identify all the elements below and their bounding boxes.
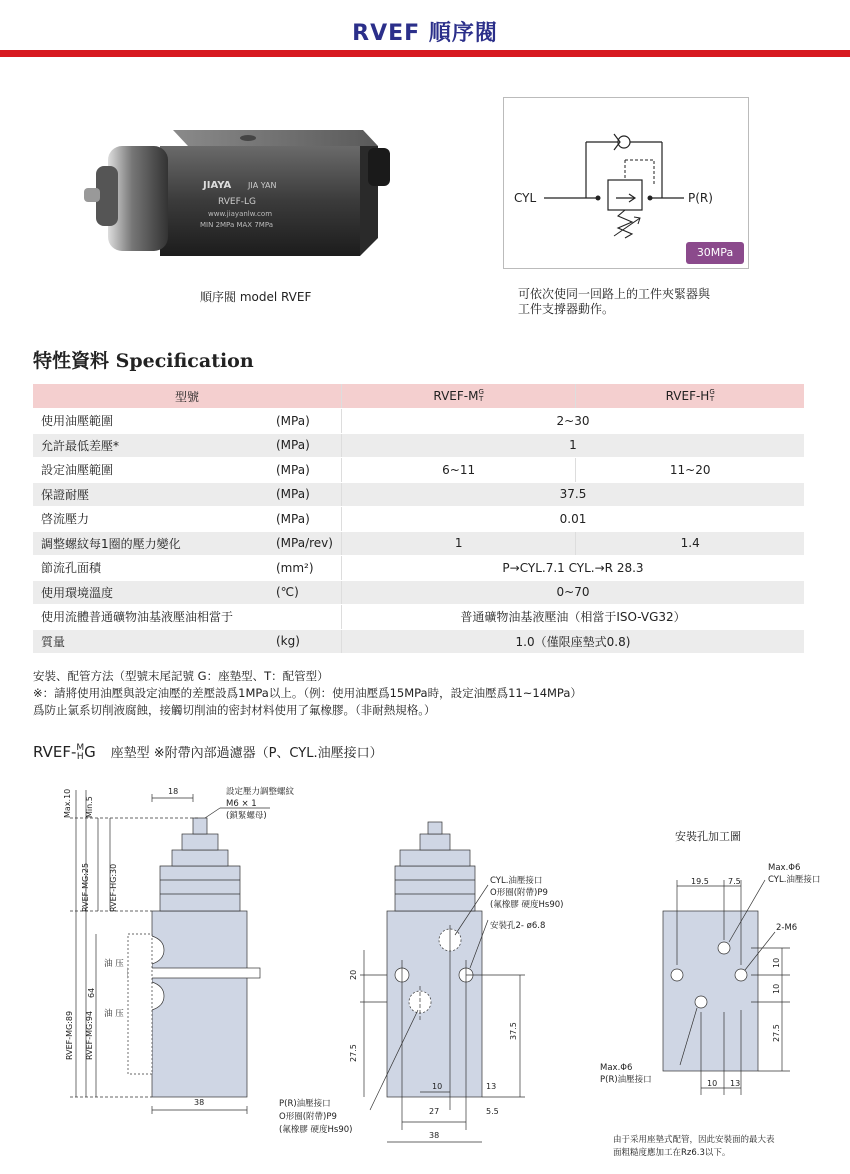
note-line: 安裝、配管方法（型號末尾記號 G：座墊型、T：配管型） <box>33 669 329 683</box>
dim-10-front: 10 <box>432 1082 443 1091</box>
page-title: RVEF 順序閥 <box>352 21 498 46</box>
row-name: 使用環境溫度 <box>33 580 268 605</box>
table-row <box>33 409 804 434</box>
table-row <box>33 580 804 605</box>
product-photo <box>78 118 398 278</box>
dimension-drawings <box>0 770 850 1174</box>
dim-20: 20 <box>349 969 358 980</box>
mount-hole-label: 安裝孔2- ø6.8 <box>490 921 546 931</box>
row-value: 37.5 <box>341 482 804 507</box>
dim-18: 18 <box>168 787 179 796</box>
dim-10a: 10 <box>772 957 781 968</box>
drawing-title-rest: 座墊型 ※附帶內部過濾器（P、CYL.油壓接口） <box>110 746 383 761</box>
drawing-title-suffix: G <box>84 743 96 761</box>
circuit-p-label: P(R) <box>688 191 713 205</box>
dim-27-5-mount: 27.5 <box>772 1024 781 1042</box>
adjust-label-2: M6 × 1 <box>226 799 257 809</box>
spec-header-h-label: RVEF-H <box>665 388 710 403</box>
row-unit: (MPa/rev) <box>268 531 341 556</box>
mount-cyl-1: Max.Φ6 <box>768 863 801 873</box>
row-name: 設定油壓範圍 <box>33 458 268 483</box>
table-row <box>33 629 804 654</box>
dim-mg25: RVEF-MG:25 <box>81 862 90 912</box>
dim-19-5: 19.5 <box>691 877 709 886</box>
spec-header-m <box>341 384 575 409</box>
row-name: 允許最低差壓* <box>33 433 268 458</box>
table-row <box>33 507 804 532</box>
cyl-label-1: CYL.油壓接口 <box>490 876 543 886</box>
spec-header-h-sup: G <box>709 388 715 397</box>
row-value-h: 1.4 <box>576 531 804 556</box>
circuit-caption <box>518 287 758 317</box>
p-label-2: O形圈(附帶)P9 <box>279 1112 337 1122</box>
row-value: 1 <box>341 433 804 458</box>
row-value-m: 1 <box>341 531 575 556</box>
dim-27: 27 <box>429 1107 440 1116</box>
row-value: 0~70 <box>341 580 804 605</box>
table-row <box>33 531 804 556</box>
row-name: 調整螺紋每1圈的壓力變化 <box>33 531 268 556</box>
dim-13-front: 13 <box>486 1082 497 1091</box>
dim-13-mount: 13 <box>730 1079 741 1088</box>
dim-37-5: 37.5 <box>509 1022 518 1040</box>
note-line: 爲防止氯系切削液腐蝕，接觸切削油的密封材料使用了氟橡膠。（非耐熱規格。） <box>33 703 436 717</box>
spec-header-m-sup: G <box>478 388 484 397</box>
row-name: 使用油壓範圍 <box>33 409 268 434</box>
row-name: 使用流體普通礦物油基液壓油相當于 <box>33 605 268 630</box>
table-row <box>33 433 804 458</box>
spec-header-h-sub: T <box>709 395 715 404</box>
row-unit: (kg) <box>268 629 341 654</box>
note-line: ※：請將使用油壓與設定油壓的差壓設爲1MPa以上。（例：使用油壓爲15MPa時，設定油壓爲11~14MPa） <box>33 686 582 700</box>
mount-m6: 2-M6 <box>776 923 798 933</box>
row-unit: (℃) <box>268 580 341 605</box>
notes <box>33 668 582 719</box>
dim-38-front: 38 <box>429 1131 440 1140</box>
row-value: 0.01 <box>341 507 804 532</box>
product-url: www.jiayanlw.com <box>208 210 273 218</box>
spec-header-m-label: RVEF-M <box>433 388 479 403</box>
dim-7-5: 7.5 <box>728 877 741 886</box>
row-name: 質量 <box>33 629 268 654</box>
row-name: 保證耐壓 <box>33 482 268 507</box>
dim-min5: Min.5 <box>85 796 94 818</box>
drawing-title-bottom: H <box>76 751 84 762</box>
spec-table <box>33 384 804 654</box>
row-unit: (MPa) <box>268 458 341 483</box>
row-value: 1.0（僅限座墊式0.8) <box>341 629 804 654</box>
row-unit: (mm²) <box>268 556 341 581</box>
drawing-title <box>33 742 383 762</box>
adjust-label-3: (鎖緊螺母) <box>226 811 267 821</box>
row-value: 普通礦物油基液壓油（相當于ISO-VG32） <box>341 605 804 630</box>
row-value-h: 11~20 <box>576 458 804 483</box>
row-unit: (MPa) <box>268 433 341 458</box>
dim-38-side: 38 <box>194 1098 205 1107</box>
circuit-cyl-label: CYL <box>514 191 537 205</box>
table-row <box>33 556 804 581</box>
title-divider <box>0 50 850 57</box>
spec-header-h <box>576 384 804 409</box>
cyl-label-3: (氟橡膠 硬度Hs90) <box>490 900 564 910</box>
row-name: 節流孔面積 <box>33 556 268 581</box>
dim-64: 64 <box>87 987 96 998</box>
row-unit <box>268 605 341 630</box>
table-row <box>33 482 804 507</box>
cyl-label-2: O形圈(附帶)P9 <box>490 888 548 898</box>
oil-label-2: 油 压 <box>104 1009 124 1019</box>
dim-10c: 10 <box>707 1079 718 1088</box>
pressure-badge: 30MPa <box>686 242 744 264</box>
mount-p-1: Max.Φ6 <box>600 1063 633 1073</box>
footnote-2: 面粗糙度應加工在Rz6.3以下。 <box>613 1148 731 1158</box>
row-unit: (MPa) <box>268 482 341 507</box>
mount-p-2: P(R)油壓接口 <box>600 1075 652 1085</box>
dim-max10: Max.10 <box>63 788 72 818</box>
row-value: P→CYL.7.1 CYL.→R 28.3 <box>341 556 804 581</box>
row-unit: (MPa) <box>268 409 341 434</box>
dim-mg89: RVEF-MG:89 <box>65 1010 74 1060</box>
dim-mg94: RVEF-MG:94 <box>85 1010 94 1060</box>
spec-header-model: 型號 <box>33 384 341 409</box>
dim-10b: 10 <box>772 983 781 994</box>
dim-27-5: 27.5 <box>349 1044 358 1062</box>
dim-5-5: 5.5 <box>486 1107 499 1116</box>
oil-label-1: 油 压 <box>104 959 124 969</box>
spec-header-row <box>33 384 804 409</box>
row-value: 2~30 <box>341 409 804 434</box>
drawing-title-prefix: RVEF- <box>33 743 77 761</box>
row-unit: (MPa) <box>268 507 341 532</box>
spec-heading: 特性資料 Specification <box>33 350 254 372</box>
row-value-m: 6~11 <box>341 458 575 483</box>
row-name: 啓流壓力 <box>33 507 268 532</box>
circuit-caption-line2: 工件支撐器動作。 <box>518 302 615 316</box>
table-row <box>33 605 804 630</box>
product-range: MIN 2MPa MAX 7MPa <box>200 221 274 229</box>
adjust-label-1: 設定壓力調整螺紋 <box>226 787 295 797</box>
product-brand: JIAYA <box>203 180 232 191</box>
mount-cyl-2: CYL.油壓接口 <box>768 875 821 885</box>
drawing-title-top: M <box>76 742 85 753</box>
spec-header-m-sub: T <box>479 395 484 404</box>
mount-title: 安裝孔加工圖 <box>675 830 741 843</box>
product-caption: 順序閥 model RVEF <box>200 290 312 304</box>
footnote-1: 由于采用座墊式配管，因此安裝面的最大表 <box>613 1135 775 1145</box>
p-label-3: (氟橡膠 硬度Hs90) <box>279 1125 353 1135</box>
circuit-caption-line1: 可依次使同一回路上的工件夾緊器與 <box>518 287 711 301</box>
product-brand-2: JIA YAN <box>248 181 277 190</box>
table-row <box>33 458 804 483</box>
dim-hg30: RVEF-HG:30 <box>109 863 118 912</box>
p-label-1: P(R)油壓接口 <box>279 1099 331 1109</box>
product-model: RVEF-LG <box>218 197 257 207</box>
